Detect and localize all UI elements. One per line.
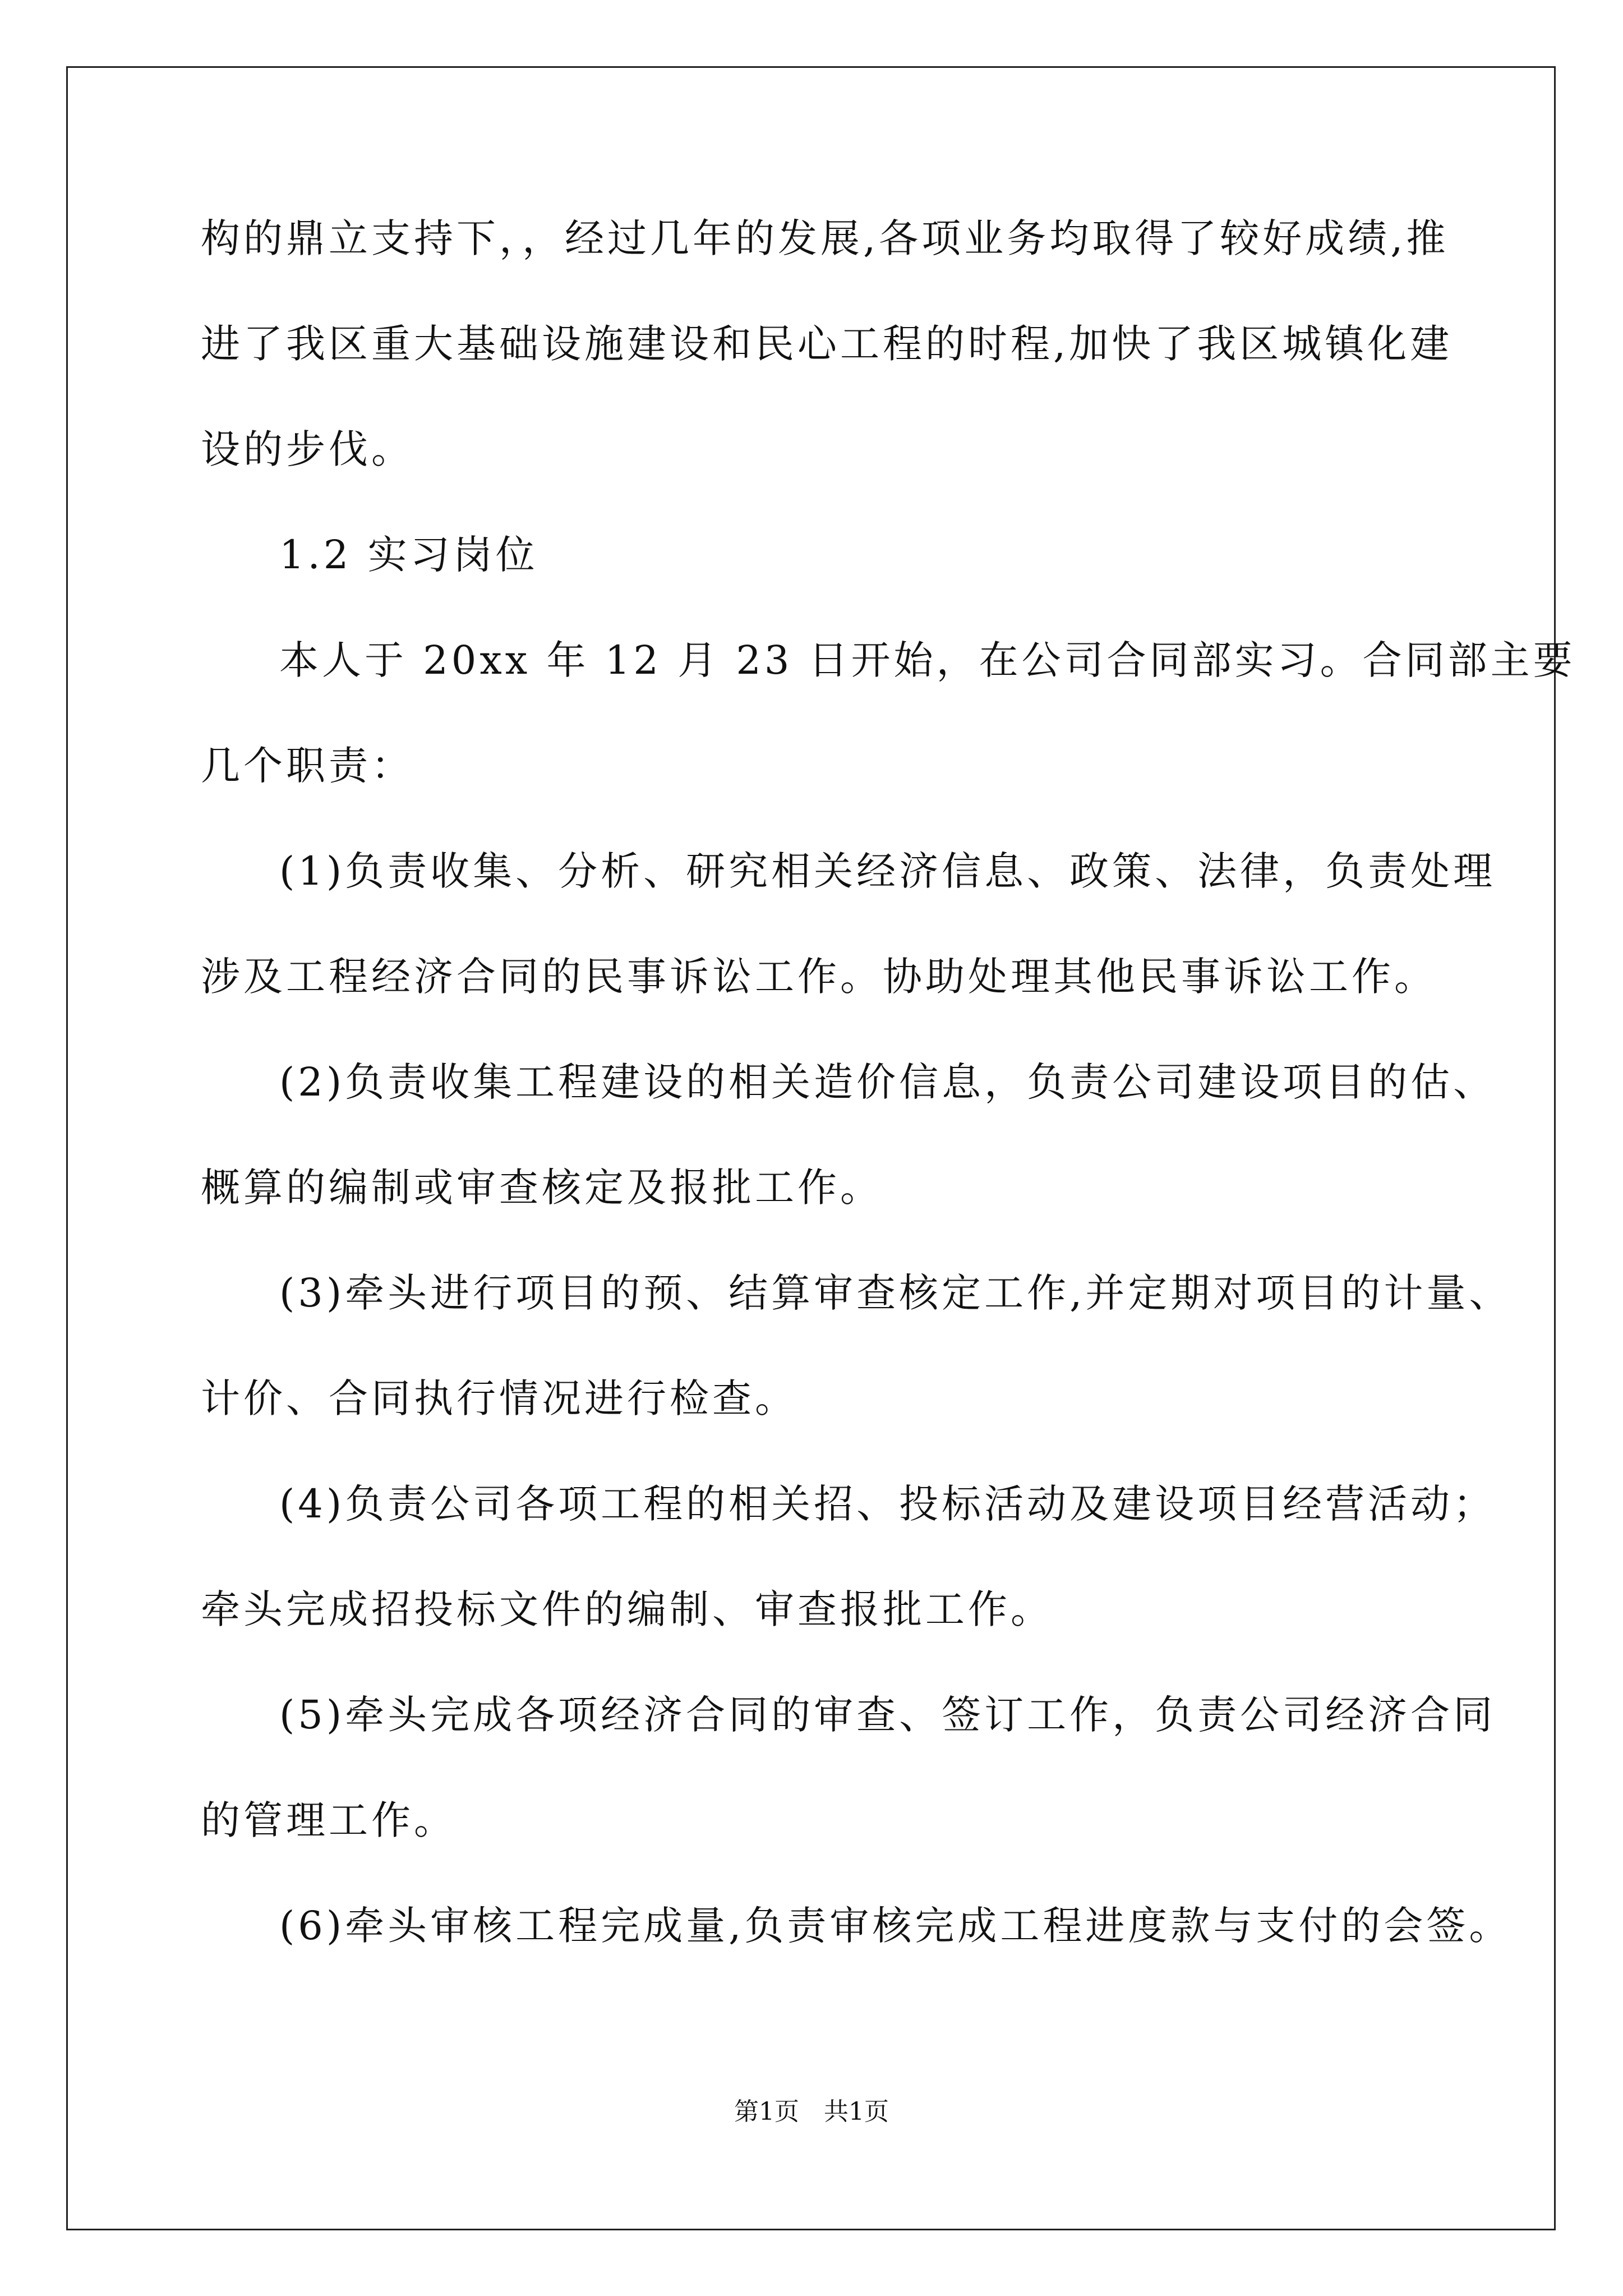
body-line-1: 构的鼎立支持下，，经过几年的发展,各项业务均取得了较好成绩,推 [201, 215, 1449, 261]
page-number-footer: 第1页 共1页 [734, 2097, 889, 2126]
duty-item-1-line-2: 涉及工程经济合同的民事诉讼工作。协助处理其他民事诉讼工作。 [201, 954, 1437, 1000]
duty-item-2-line-1: (2)负责收集工程建设的相关造价信息，负责公司建设项目的估、 [279, 1059, 1496, 1105]
section-heading: 1.2 实习岗位 [279, 532, 538, 578]
duty-item-5-line-1: (5)牵头完成各项经济合同的审查、签订工作，负责公司经济合同 [279, 1692, 1496, 1738]
duty-item-1-line-1: (1)负责收集、分析、研究相关经济信息、政策、法律，负责处理 [279, 848, 1496, 894]
duty-item-4-line-1: (4)负责公司各项工程的相关招、投标活动及建设项目经营活动； [279, 1481, 1496, 1527]
duty-item-4-line-2: 牵头完成招投标文件的编制、审查报批工作。 [201, 1586, 1053, 1632]
duty-item-3-line-1: (3)牵头进行项目的预、结算审查核定工作,并定期对项目的计量、 [279, 1270, 1512, 1316]
body-line-5: 本人于 20xx 年 12 月 23 日开始，在公司合同部实习。合同部主要 [279, 637, 1576, 683]
duty-item-2-line-2: 概算的编制或审查核定及报批工作。 [201, 1165, 883, 1211]
duty-item-5-line-2: 的管理工作。 [201, 1797, 457, 1843]
body-line-6: 几个职责： [201, 743, 414, 789]
duty-item-6-line-1: (6)牵头审核工程完成量,负责审核完成工程进度款与支付的会签。 [279, 1903, 1512, 1949]
body-line-2: 进了我区重大基础设施建设和民心工程的时程,加快了我区城镇化建 [201, 321, 1453, 367]
body-line-3: 设的步伐。 [201, 426, 414, 472]
duty-item-3-line-2: 计价、合同执行情况进行检查。 [201, 1375, 797, 1421]
